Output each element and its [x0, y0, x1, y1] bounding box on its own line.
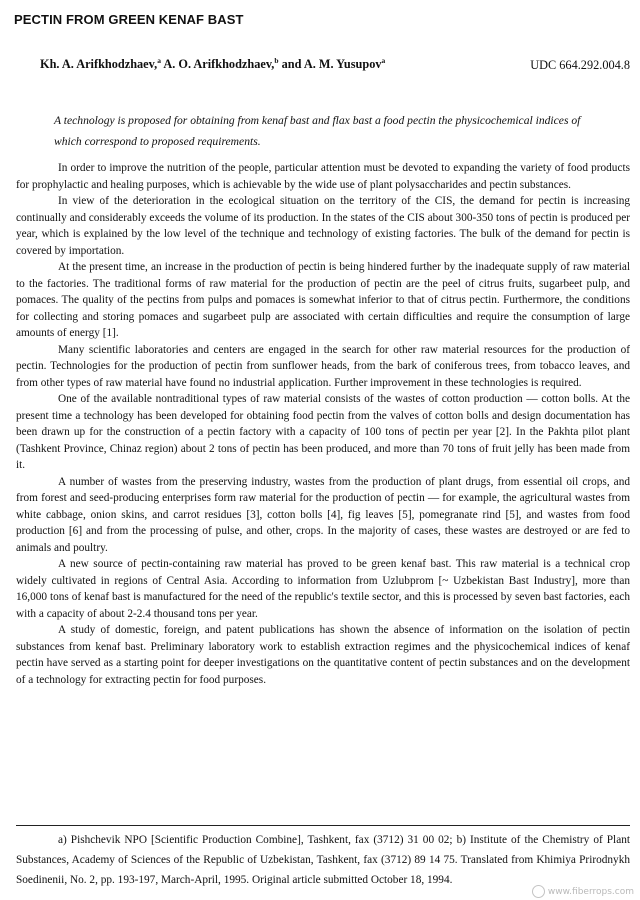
body-text — [16, 160, 630, 688]
paragraph: A number of wastes from the preserving industry, wastes from the production of plant drugs, from essential oil crops, and from forest and seed-producing enterprises form raw material for the production of pectin — for example, the agricultural wastes from white cabbage, onion skins, and carrot residues [3], cotton bolls [4], fig leaves [5], pomegranate rind [5], and wastes from food production [6] and from the processing of pulse, and other, crops. In the majority of cases, these wastes are destroyed or are fed to animals and poultry. — [16, 475, 630, 554]
author-line — [40, 57, 600, 72]
udc-code: UDC 664.292.004.8 — [530, 58, 630, 72]
paragraph: A study of domestic, foreign, and patent publications has shown the absence of information on the isolation of pectin substances from kenaf bast. Preliminary laboratory work to establish extraction regimes and the physicochemical indices of kenaf pectin have served as a starting point for deeper investigations on the quantitative content of pectin substances and on the development of a technology for extracting pectin for food purposes. — [16, 624, 630, 686]
watermark-text: www.fiberrops.com — [547, 886, 634, 897]
paper-title: PECTIN FROM GREEN KENAF BAST — [14, 12, 244, 27]
author-1-affiliation: a — [157, 55, 161, 65]
paragraph: Many scientific laboratories and centers are engaged in the search for other raw material resources for the production of pectin. Technologies for the production of pectin from sunflower heads, from the bark of coniferous trees, from tobacco leaves, and from other types of raw material have found no industrial application. Further improvement in these technologies is required. — [16, 343, 630, 389]
footnote-text: a) Pishchevik NPO [Scientific Production Combine], Tashkent, fax (3712) 31 00 02; b) Institute of the Chemistry of Plant Substances, Academy of Sciences of the Republic of Uzbekistan, Tashkent, fax (3712) 89 14 75. Translated from Khimiya Prirodnykh Soedinenii, No. 2, pp. 193-197, March-April, 1995. Original article submitted October 18, 1994. — [16, 834, 630, 886]
paragraph: One of the available nontraditional types of raw material consists of the wastes of cotton production — cotton bolls. At the present time a technology has been developed for obtaining food pectin from the valves of cotton bolls and design documentation has been drawn up for the construction of a pectin factory with a capacity of 100 tons of pectin per year [2]. In the Pakhta pilot plant (Tashkent Province, Chinaz region) about 2 tons of pectin has been produced, and more than 70 tons of fruit jelly has been made from it. — [16, 393, 630, 471]
author-3-affiliation: a — [381, 55, 386, 65]
paragraph: A new source of pectin-containing raw material has proved to be green kenaf bast. This raw material is a technical crop widely cultivated in regions of Central Asia. According to information from Uzlubprom [~ Uzbekistan Bast Industry], more than 16,000 tons of kenaf bast is manufactured for the need of the republic's textile sector, and this is processed by seven bast factories, each with a capacity of about 2-2.4 thousand tons per year. — [16, 558, 630, 620]
footnote-divider — [16, 825, 630, 826]
author-2: A. O. Arifkhodzhaev, — [163, 57, 275, 71]
abstract: A technology is proposed for obtaining from kenaf bast and flax bast a food pectin the physicochemical indices of which correspond to proposed requirements. — [54, 114, 581, 148]
paragraph: In view of the deterioration in the ecological situation on the territory of the CIS, the demand for pectin is increasing continually and considerably exceeds the volume of its production. In the states of the CIS about 300-350 tons of pectin is produced per year, which is explained by the low level of the technique and technology of existing factories. The bulk of the demand for pectin is covered by importation. — [16, 195, 630, 257]
watermark — [532, 885, 634, 898]
paragraph: In order to improve the nutrition of the people, particular attention must be devoted to expanding the variety of food products for prophylactic and healing purposes, which is achievable by the wide use of plant polysaccharides and pectin substances. — [16, 162, 630, 191]
author-1: Kh. A. Arifkhodzhaev, — [40, 57, 158, 71]
footnote — [16, 830, 630, 890]
author-2-affiliation: b — [274, 55, 279, 65]
paragraph: At the present time, an increase in the production of pectin is being hindered further by the inadequate supply of raw material to the factories. The traditional forms of raw material for the production of pectin are the peel of citrus fruits, sugarbeet pulp, and pomaces. The quality of the pectins from pulps and pomaces is somewhat inferior to that of citrus pectin. Furthermore, the conditions for collecting and storing pomaces and sugarbeet pulp are associated with certain difficulties and require the consumption of large amounts of energy [1]. — [16, 261, 630, 339]
watermark-logo-icon — [532, 885, 545, 898]
author-3: and A. M. Yusupov — [281, 57, 382, 71]
